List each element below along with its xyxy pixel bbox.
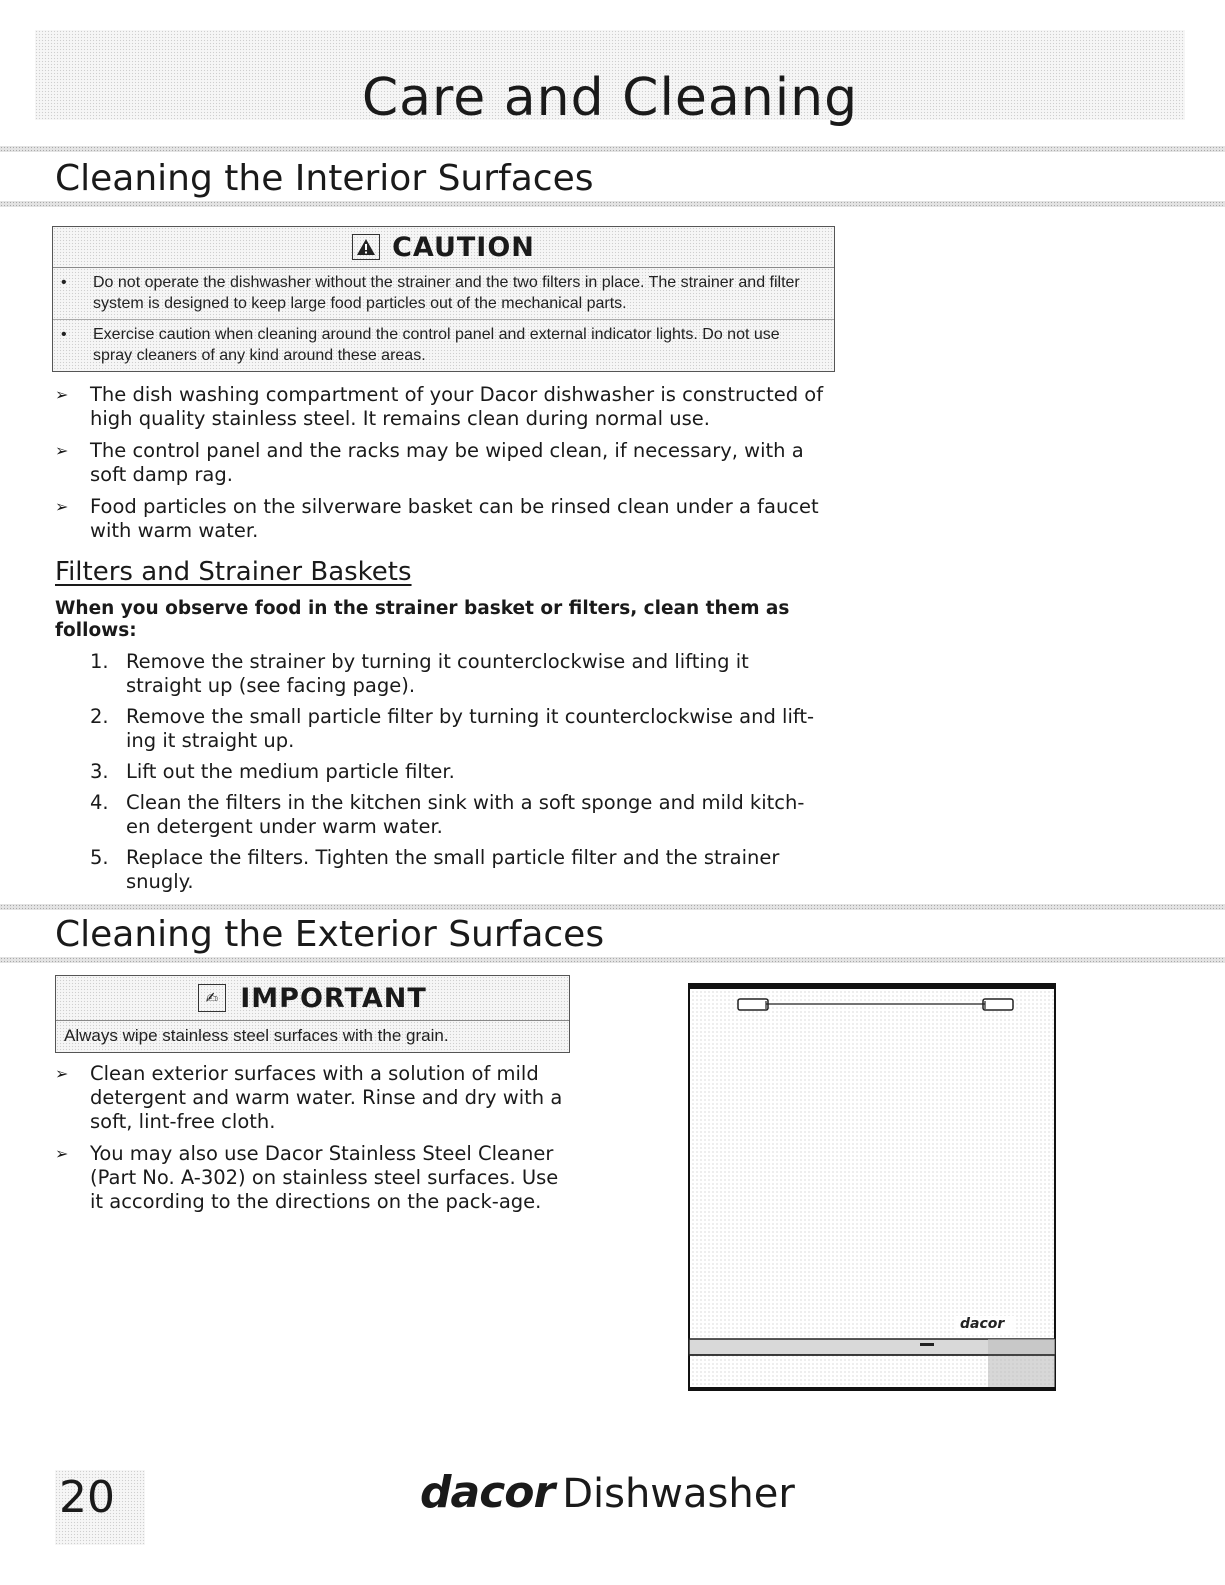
section-rule-top: [0, 146, 1225, 152]
arrowhead-icon: ➢: [55, 1144, 69, 1163]
list-item: [90, 846, 820, 894]
caution-item: [53, 319, 834, 371]
step-text: Remove the small particle filter by turning it counterclockwise and lift-ing it straight up.: [126, 705, 815, 752]
section-rule-top: [0, 904, 1225, 910]
step-text: Remove the strainer by turning it counterclockwise and lifting it straight up (see facing page).: [126, 650, 749, 697]
arrowhead-icon: ➢: [55, 385, 69, 404]
list-item: [55, 383, 845, 431]
important-header: [56, 976, 569, 1021]
list-item: [90, 760, 820, 784]
step-number: 5.: [90, 846, 109, 869]
step-number: 3.: [90, 760, 109, 783]
important-box: [55, 975, 570, 1053]
list-item: [90, 791, 820, 839]
arrowhead-icon: ➢: [55, 497, 69, 516]
footer-brand: [420, 1468, 795, 1519]
warning-triangle-icon: [352, 234, 380, 260]
step-text: Replace the filters. Tighten the small particle filter and the strainer snugly.: [126, 846, 780, 893]
interior-bullet-list: [55, 383, 845, 551]
step-text: Clean the filters in the kitchen sink with a soft sponge and mild kitch-en detergent under warm water.: [126, 791, 805, 838]
section-rule-bottom: [0, 201, 1225, 207]
list-item-text: The dish washing compartment of your Dacor dishwasher is constructed of high quality stainless steel. It remains clean during normal use.: [90, 383, 824, 430]
page-number: 20: [59, 1472, 115, 1523]
list-item-text: You may also use Dacor Stainless Steel Cleaner (Part No. A-302) on stainless steel surfaces. Use it according to the directions on the pack-age.: [90, 1142, 559, 1213]
step-number: 4.: [90, 791, 109, 814]
filters-lead-text: When you observe food in the strainer basket or filters, clean them as follows:: [55, 598, 790, 641]
step-number: 1.: [90, 650, 109, 673]
page-title: Care and Cleaning: [361, 68, 859, 128]
caution-header: [53, 227, 834, 268]
important-label: IMPORTANT: [240, 982, 427, 1014]
important-text: Always wipe stainless steel surfaces with the grain.: [56, 1021, 569, 1052]
list-item: [55, 439, 845, 487]
footer-page-badge: [55, 1470, 145, 1545]
list-item: [55, 1142, 575, 1214]
caution-box: [52, 226, 835, 372]
exterior-section-title: Cleaning the Exterior Surfaces: [55, 914, 605, 955]
dacor-logo: dacor: [420, 1467, 555, 1518]
list-item: [55, 495, 845, 543]
header-banner: [35, 30, 1185, 128]
caution-item-text: Do not operate the dishwasher without the strainer and the two filters in place. The strainer and filter system is designed to keep large food particles out of the mechanical parts.: [93, 274, 800, 312]
list-item-text: Clean exterior surfaces with a solution of mild detergent and warm water. Rinse and dry with a soft, lint-free cloth.: [90, 1062, 563, 1133]
product-name: Dishwasher: [562, 1471, 795, 1517]
caution-body: [53, 268, 834, 371]
arrowhead-icon: ➢: [55, 441, 69, 460]
caution-item: [53, 268, 834, 319]
bullet-dot: •: [61, 274, 67, 291]
filters-subtitle: Filters and Strainer Baskets: [55, 557, 412, 587]
list-item: [55, 1062, 575, 1134]
illustration-logo: dacor: [960, 1316, 1005, 1332]
section-rule-bottom: [0, 957, 1225, 963]
list-item: [90, 650, 820, 698]
interior-section-title: Cleaning the Interior Surfaces: [55, 158, 594, 199]
caution-label: CAUTION: [392, 231, 535, 263]
step-number: 2.: [90, 705, 109, 728]
list-item: [90, 705, 820, 753]
arrowhead-icon: ➢: [55, 1064, 69, 1083]
list-item-text: Food particles on the silverware basket can be rinsed clean under a faucet with warm water.: [90, 495, 819, 542]
hand-note-icon: ✍: [198, 984, 226, 1012]
list-item-text: The control panel and the racks may be wiped clean, if necessary, with a soft damp rag.: [90, 439, 804, 486]
dishwasher-illustration: [688, 983, 1056, 1391]
caution-item-text: Exercise caution when cleaning around the control panel and external indicator lights. Do not use spray cleaners of any kind around these areas.: [93, 326, 780, 364]
step-text: Lift out the medium particle filter.: [126, 760, 455, 783]
filters-steps-list: [90, 650, 820, 901]
bullet-dot: •: [61, 326, 67, 343]
exterior-bullet-list: [55, 1062, 575, 1222]
